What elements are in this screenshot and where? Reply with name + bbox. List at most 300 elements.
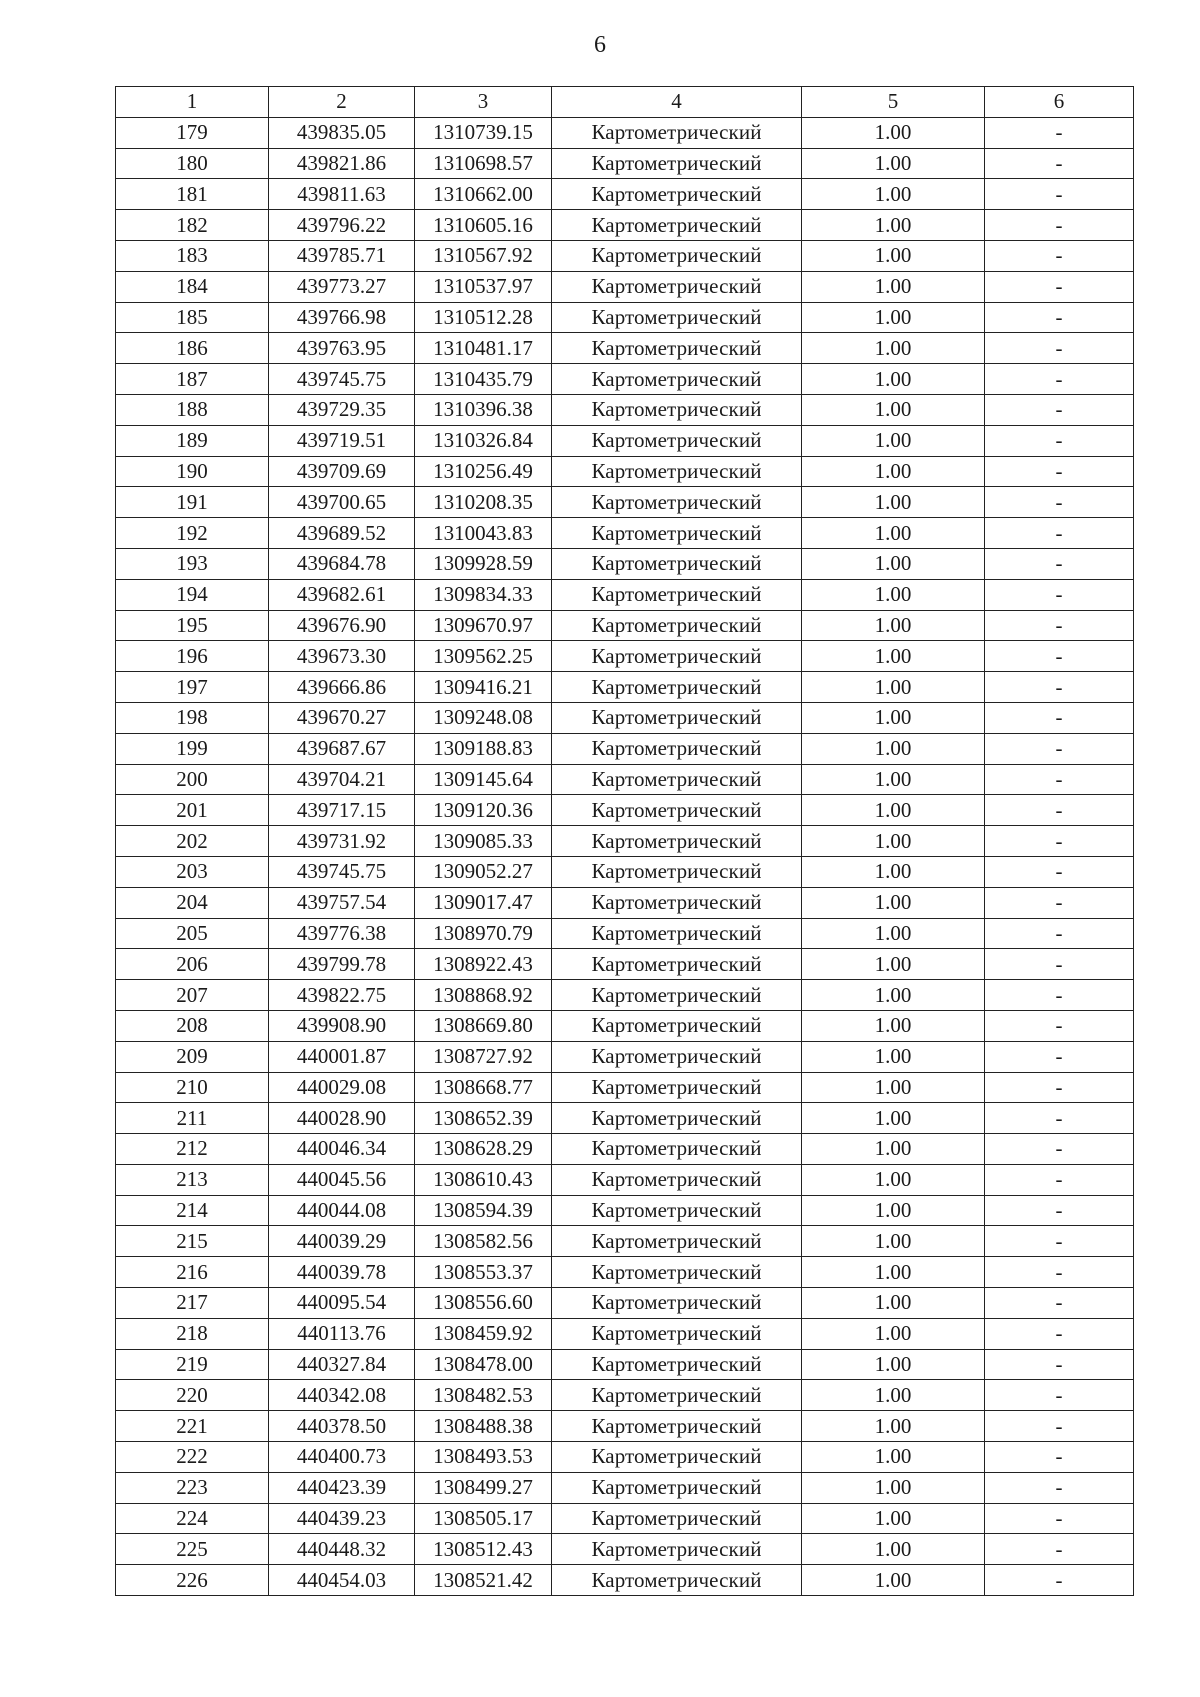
cell-coord-y: 1308512.43 xyxy=(415,1534,552,1565)
table-row xyxy=(116,579,1134,610)
cell-point-number: 225 xyxy=(116,1534,269,1565)
cell-accuracy: 1.00 xyxy=(802,364,985,395)
cell-accuracy: 1.00 xyxy=(802,1164,985,1195)
cell-note: - xyxy=(985,856,1134,887)
table-row xyxy=(116,1072,1134,1103)
cell-note: - xyxy=(985,364,1134,395)
cell-accuracy: 1.00 xyxy=(802,579,985,610)
cell-coord-y: 1310043.83 xyxy=(415,518,552,549)
cell-point-number: 213 xyxy=(116,1164,269,1195)
cell-accuracy: 1.00 xyxy=(802,548,985,579)
cell-point-number: 222 xyxy=(116,1442,269,1473)
table-row xyxy=(116,1318,1134,1349)
cell-accuracy: 1.00 xyxy=(802,826,985,857)
cell-method: Картометрический xyxy=(552,394,802,425)
cell-coord-x: 439719.51 xyxy=(269,425,415,456)
cell-coord-x: 439709.69 xyxy=(269,456,415,487)
table-row xyxy=(116,1565,1134,1596)
cell-coord-x: 440029.08 xyxy=(269,1072,415,1103)
cell-method: Картометрический xyxy=(552,1226,802,1257)
cell-note: - xyxy=(985,302,1134,333)
cell-accuracy: 1.00 xyxy=(802,641,985,672)
cell-accuracy: 1.00 xyxy=(802,610,985,641)
cell-coord-y: 1309248.08 xyxy=(415,702,552,733)
cell-point-number: 186 xyxy=(116,333,269,364)
table-row xyxy=(116,702,1134,733)
table-row xyxy=(116,548,1134,579)
cell-accuracy: 1.00 xyxy=(802,1257,985,1288)
cell-coord-y: 1308553.37 xyxy=(415,1257,552,1288)
cell-note: - xyxy=(985,795,1134,826)
cell-coord-y: 1308922.43 xyxy=(415,949,552,980)
cell-coord-y: 1308459.92 xyxy=(415,1318,552,1349)
cell-coord-y: 1310256.49 xyxy=(415,456,552,487)
cell-note: - xyxy=(985,333,1134,364)
table-row xyxy=(116,487,1134,518)
cell-method: Картометрический xyxy=(552,240,802,271)
cell-coord-x: 439745.75 xyxy=(269,856,415,887)
cell-coord-y: 1308594.39 xyxy=(415,1195,552,1226)
cell-point-number: 203 xyxy=(116,856,269,887)
cell-coord-x: 439684.78 xyxy=(269,548,415,579)
cell-note: - xyxy=(985,1103,1134,1134)
cell-coord-x: 440423.39 xyxy=(269,1472,415,1503)
cell-coord-y: 1309052.27 xyxy=(415,856,552,887)
cell-method: Картометрический xyxy=(552,733,802,764)
table-row xyxy=(116,672,1134,703)
cell-accuracy: 1.00 xyxy=(802,456,985,487)
cell-method: Картометрический xyxy=(552,302,802,333)
cell-point-number: 197 xyxy=(116,672,269,703)
cell-coord-x: 439666.86 xyxy=(269,672,415,703)
cell-method: Картометрический xyxy=(552,826,802,857)
cell-coord-x: 439682.61 xyxy=(269,579,415,610)
table-row xyxy=(116,641,1134,672)
cell-point-number: 187 xyxy=(116,364,269,395)
cell-coord-x: 440046.34 xyxy=(269,1134,415,1165)
cell-coord-y: 1309017.47 xyxy=(415,887,552,918)
cell-note: - xyxy=(985,826,1134,857)
cell-coord-y: 1308556.60 xyxy=(415,1288,552,1319)
cell-accuracy: 1.00 xyxy=(802,302,985,333)
cell-accuracy: 1.00 xyxy=(802,1534,985,1565)
cell-coord-y: 1308488.38 xyxy=(415,1411,552,1442)
column-header-coord-y: 3 xyxy=(415,87,552,118)
cell-coord-x: 440039.29 xyxy=(269,1226,415,1257)
cell-accuracy: 1.00 xyxy=(802,518,985,549)
cell-accuracy: 1.00 xyxy=(802,733,985,764)
cell-coord-y: 1310537.97 xyxy=(415,271,552,302)
cell-coord-y: 1310512.28 xyxy=(415,302,552,333)
table-row xyxy=(116,949,1134,980)
cell-point-number: 204 xyxy=(116,887,269,918)
cell-coord-y: 1309834.33 xyxy=(415,579,552,610)
cell-method: Картометрический xyxy=(552,641,802,672)
cell-coord-x: 439796.22 xyxy=(269,210,415,241)
cell-method: Картометрический xyxy=(552,364,802,395)
column-header-coord-x: 2 xyxy=(269,87,415,118)
cell-note: - xyxy=(985,487,1134,518)
cell-coord-x: 440400.73 xyxy=(269,1442,415,1473)
cell-accuracy: 1.00 xyxy=(802,1010,985,1041)
cell-accuracy: 1.00 xyxy=(802,117,985,148)
cell-note: - xyxy=(985,733,1134,764)
cell-coord-y: 1309085.33 xyxy=(415,826,552,857)
cell-note: - xyxy=(985,1349,1134,1380)
cell-point-number: 211 xyxy=(116,1103,269,1134)
cell-coord-x: 439717.15 xyxy=(269,795,415,826)
cell-point-number: 218 xyxy=(116,1318,269,1349)
cell-point-number: 199 xyxy=(116,733,269,764)
cell-coord-x: 440378.50 xyxy=(269,1411,415,1442)
cell-accuracy: 1.00 xyxy=(802,672,985,703)
cell-point-number: 210 xyxy=(116,1072,269,1103)
table-row xyxy=(116,1134,1134,1165)
cell-note: - xyxy=(985,1472,1134,1503)
cell-coord-y: 1308482.53 xyxy=(415,1380,552,1411)
cell-coord-y: 1310698.57 xyxy=(415,148,552,179)
cell-point-number: 184 xyxy=(116,271,269,302)
cell-coord-y: 1310605.16 xyxy=(415,210,552,241)
cell-method: Картометрический xyxy=(552,1257,802,1288)
cell-coord-y: 1310662.00 xyxy=(415,179,552,210)
cell-coord-y: 1308652.39 xyxy=(415,1103,552,1134)
cell-coord-y: 1308668.77 xyxy=(415,1072,552,1103)
cell-coord-x: 440039.78 xyxy=(269,1257,415,1288)
cell-point-number: 179 xyxy=(116,117,269,148)
cell-method: Картометрический xyxy=(552,764,802,795)
table-row xyxy=(116,271,1134,302)
cell-method: Картометрический xyxy=(552,425,802,456)
cell-method: Картометрический xyxy=(552,179,802,210)
cell-method: Картометрический xyxy=(552,1442,802,1473)
cell-method: Картометрический xyxy=(552,456,802,487)
cell-coord-x: 439773.27 xyxy=(269,271,415,302)
cell-note: - xyxy=(985,240,1134,271)
cell-point-number: 180 xyxy=(116,148,269,179)
cell-coord-x: 439729.35 xyxy=(269,394,415,425)
cell-coord-y: 1310567.92 xyxy=(415,240,552,271)
cell-note: - xyxy=(985,271,1134,302)
cell-coord-x: 439757.54 xyxy=(269,887,415,918)
cell-point-number: 216 xyxy=(116,1257,269,1288)
cell-coord-y: 1309670.97 xyxy=(415,610,552,641)
cell-method: Картометрический xyxy=(552,1041,802,1072)
cell-point-number: 195 xyxy=(116,610,269,641)
cell-note: - xyxy=(985,918,1134,949)
cell-coord-x: 440113.76 xyxy=(269,1318,415,1349)
cell-accuracy: 1.00 xyxy=(802,333,985,364)
cell-point-number: 212 xyxy=(116,1134,269,1165)
table-row xyxy=(116,1349,1134,1380)
cell-note: - xyxy=(985,1503,1134,1534)
cell-method: Картометрический xyxy=(552,271,802,302)
cell-method: Картометрический xyxy=(552,949,802,980)
cell-coord-x: 439731.92 xyxy=(269,826,415,857)
cell-coord-y: 1309188.83 xyxy=(415,733,552,764)
cell-method: Картометрический xyxy=(552,1534,802,1565)
cell-accuracy: 1.00 xyxy=(802,487,985,518)
cell-note: - xyxy=(985,641,1134,672)
cell-note: - xyxy=(985,1318,1134,1349)
cell-point-number: 226 xyxy=(116,1565,269,1596)
cell-point-number: 220 xyxy=(116,1380,269,1411)
cell-note: - xyxy=(985,764,1134,795)
cell-accuracy: 1.00 xyxy=(802,1318,985,1349)
cell-point-number: 182 xyxy=(116,210,269,241)
cell-coord-x: 440327.84 xyxy=(269,1349,415,1380)
cell-point-number: 188 xyxy=(116,394,269,425)
cell-method: Картометрический xyxy=(552,702,802,733)
cell-method: Картометрический xyxy=(552,210,802,241)
cell-method: Картометрический xyxy=(552,1472,802,1503)
table-row xyxy=(116,1503,1134,1534)
cell-note: - xyxy=(985,672,1134,703)
cell-accuracy: 1.00 xyxy=(802,394,985,425)
cell-note: - xyxy=(985,1195,1134,1226)
cell-accuracy: 1.00 xyxy=(802,918,985,949)
cell-method: Картометрический xyxy=(552,548,802,579)
table-row xyxy=(116,179,1134,210)
table-row xyxy=(116,1288,1134,1319)
cell-coord-y: 1309562.25 xyxy=(415,641,552,672)
cell-coord-y: 1310208.35 xyxy=(415,487,552,518)
cell-coord-y: 1308521.42 xyxy=(415,1565,552,1596)
cell-method: Картометрический xyxy=(552,487,802,518)
cell-note: - xyxy=(985,579,1134,610)
cell-note: - xyxy=(985,117,1134,148)
cell-method: Картометрический xyxy=(552,1288,802,1319)
table-row xyxy=(116,795,1134,826)
cell-method: Картометрический xyxy=(552,887,802,918)
cell-point-number: 202 xyxy=(116,826,269,857)
cell-method: Картометрический xyxy=(552,333,802,364)
cell-point-number: 208 xyxy=(116,1010,269,1041)
cell-note: - xyxy=(985,518,1134,549)
cell-coord-y: 1308610.43 xyxy=(415,1164,552,1195)
table-row xyxy=(116,610,1134,641)
table-row xyxy=(116,425,1134,456)
cell-note: - xyxy=(985,1041,1134,1072)
cell-coord-x: 439766.98 xyxy=(269,302,415,333)
cell-note: - xyxy=(985,394,1134,425)
column-header-point-number: 1 xyxy=(116,87,269,118)
table-body xyxy=(116,117,1134,1595)
cell-accuracy: 1.00 xyxy=(802,271,985,302)
table-row xyxy=(116,210,1134,241)
cell-method: Картометрический xyxy=(552,610,802,641)
cell-point-number: 217 xyxy=(116,1288,269,1319)
cell-point-number: 214 xyxy=(116,1195,269,1226)
cell-accuracy: 1.00 xyxy=(802,1349,985,1380)
table-row xyxy=(116,1534,1134,1565)
cell-note: - xyxy=(985,702,1134,733)
table-row xyxy=(116,117,1134,148)
table-row xyxy=(116,1411,1134,1442)
cell-accuracy: 1.00 xyxy=(802,425,985,456)
cell-note: - xyxy=(985,425,1134,456)
cell-point-number: 207 xyxy=(116,980,269,1011)
cell-method: Картометрический xyxy=(552,1195,802,1226)
cell-point-number: 205 xyxy=(116,918,269,949)
cell-method: Картометрический xyxy=(552,579,802,610)
cell-note: - xyxy=(985,148,1134,179)
cell-coord-y: 1308970.79 xyxy=(415,918,552,949)
cell-point-number: 185 xyxy=(116,302,269,333)
cell-accuracy: 1.00 xyxy=(802,1134,985,1165)
table-row xyxy=(116,918,1134,949)
cell-coord-y: 1309416.21 xyxy=(415,672,552,703)
table-row xyxy=(116,1442,1134,1473)
table-header-row xyxy=(116,87,1134,118)
cell-accuracy: 1.00 xyxy=(802,980,985,1011)
cell-note: - xyxy=(985,210,1134,241)
cell-coord-y: 1308628.29 xyxy=(415,1134,552,1165)
cell-method: Картометрический xyxy=(552,518,802,549)
cell-accuracy: 1.00 xyxy=(802,764,985,795)
table-row xyxy=(116,887,1134,918)
cell-method: Картометрический xyxy=(552,1010,802,1041)
cell-accuracy: 1.00 xyxy=(802,856,985,887)
coordinates-table xyxy=(115,86,1134,1596)
cell-coord-y: 1310481.17 xyxy=(415,333,552,364)
cell-coord-x: 439821.86 xyxy=(269,148,415,179)
cell-accuracy: 1.00 xyxy=(802,1503,985,1534)
cell-method: Картометрический xyxy=(552,1503,802,1534)
cell-coord-x: 439687.67 xyxy=(269,733,415,764)
table-row xyxy=(116,980,1134,1011)
cell-coord-y: 1308499.27 xyxy=(415,1472,552,1503)
cell-point-number: 193 xyxy=(116,548,269,579)
cell-accuracy: 1.00 xyxy=(802,179,985,210)
table-row xyxy=(116,1103,1134,1134)
cell-point-number: 190 xyxy=(116,456,269,487)
cell-method: Картометрический xyxy=(552,672,802,703)
cell-method: Картометрический xyxy=(552,918,802,949)
cell-coord-y: 1308727.92 xyxy=(415,1041,552,1072)
cell-accuracy: 1.00 xyxy=(802,148,985,179)
cell-coord-y: 1308493.53 xyxy=(415,1442,552,1473)
cell-point-number: 219 xyxy=(116,1349,269,1380)
cell-method: Картометрический xyxy=(552,980,802,1011)
cell-note: - xyxy=(985,1257,1134,1288)
cell-coord-x: 440439.23 xyxy=(269,1503,415,1534)
cell-point-number: 181 xyxy=(116,179,269,210)
cell-coord-x: 439763.95 xyxy=(269,333,415,364)
cell-method: Картометрический xyxy=(552,1134,802,1165)
cell-coord-y: 1309145.64 xyxy=(415,764,552,795)
table-row xyxy=(116,148,1134,179)
cell-point-number: 223 xyxy=(116,1472,269,1503)
table-row xyxy=(116,364,1134,395)
cell-method: Картометрический xyxy=(552,795,802,826)
cell-point-number: 183 xyxy=(116,240,269,271)
cell-point-number: 221 xyxy=(116,1411,269,1442)
table-row xyxy=(116,302,1134,333)
cell-coord-x: 439689.52 xyxy=(269,518,415,549)
table-row xyxy=(116,1041,1134,1072)
cell-coord-x: 439785.71 xyxy=(269,240,415,271)
table-row xyxy=(116,1195,1134,1226)
cell-coord-x: 439908.90 xyxy=(269,1010,415,1041)
cell-point-number: 196 xyxy=(116,641,269,672)
cell-note: - xyxy=(985,949,1134,980)
cell-coord-y: 1308505.17 xyxy=(415,1503,552,1534)
cell-point-number: 192 xyxy=(116,518,269,549)
cell-accuracy: 1.00 xyxy=(802,1041,985,1072)
table-row xyxy=(116,1257,1134,1288)
cell-coord-x: 439811.63 xyxy=(269,179,415,210)
cell-accuracy: 1.00 xyxy=(802,887,985,918)
cell-coord-x: 439670.27 xyxy=(269,702,415,733)
cell-note: - xyxy=(985,1442,1134,1473)
column-header-note: 6 xyxy=(985,87,1134,118)
cell-coord-y: 1308868.92 xyxy=(415,980,552,1011)
cell-method: Картометрический xyxy=(552,148,802,179)
cell-coord-x: 439835.05 xyxy=(269,117,415,148)
cell-coord-x: 440448.32 xyxy=(269,1534,415,1565)
cell-coord-y: 1310326.84 xyxy=(415,425,552,456)
cell-accuracy: 1.00 xyxy=(802,1472,985,1503)
cell-note: - xyxy=(985,1134,1134,1165)
cell-coord-x: 439822.75 xyxy=(269,980,415,1011)
cell-coord-x: 439673.30 xyxy=(269,641,415,672)
cell-method: Картометрический xyxy=(552,1318,802,1349)
cell-note: - xyxy=(985,1010,1134,1041)
cell-point-number: 209 xyxy=(116,1041,269,1072)
cell-note: - xyxy=(985,1288,1134,1319)
cell-note: - xyxy=(985,1411,1134,1442)
cell-method: Картометрический xyxy=(552,1380,802,1411)
cell-note: - xyxy=(985,1072,1134,1103)
cell-accuracy: 1.00 xyxy=(802,1195,985,1226)
cell-coord-y: 1310739.15 xyxy=(415,117,552,148)
cell-note: - xyxy=(985,980,1134,1011)
cell-coord-x: 440045.56 xyxy=(269,1164,415,1195)
cell-point-number: 198 xyxy=(116,702,269,733)
cell-coord-y: 1310396.38 xyxy=(415,394,552,425)
table-row xyxy=(116,1380,1134,1411)
cell-accuracy: 1.00 xyxy=(802,210,985,241)
cell-note: - xyxy=(985,1226,1134,1257)
cell-coord-x: 440044.08 xyxy=(269,1195,415,1226)
table-row xyxy=(116,1472,1134,1503)
cell-point-number: 224 xyxy=(116,1503,269,1534)
cell-accuracy: 1.00 xyxy=(802,240,985,271)
cell-accuracy: 1.00 xyxy=(802,702,985,733)
table-row xyxy=(116,518,1134,549)
cell-coord-x: 440342.08 xyxy=(269,1380,415,1411)
cell-coord-x: 439700.65 xyxy=(269,487,415,518)
cell-note: - xyxy=(985,1380,1134,1411)
cell-coord-x: 440454.03 xyxy=(269,1565,415,1596)
cell-note: - xyxy=(985,1565,1134,1596)
cell-coord-x: 439745.75 xyxy=(269,364,415,395)
cell-point-number: 215 xyxy=(116,1226,269,1257)
cell-method: Картометрический xyxy=(552,1565,802,1596)
cell-note: - xyxy=(985,179,1134,210)
cell-coord-y: 1308478.00 xyxy=(415,1349,552,1380)
cell-point-number: 201 xyxy=(116,795,269,826)
table-row xyxy=(116,1164,1134,1195)
cell-coord-y: 1309928.59 xyxy=(415,548,552,579)
cell-point-number: 189 xyxy=(116,425,269,456)
cell-accuracy: 1.00 xyxy=(802,1411,985,1442)
cell-coord-x: 439704.21 xyxy=(269,764,415,795)
column-header-method: 4 xyxy=(552,87,802,118)
cell-method: Картометрический xyxy=(552,1072,802,1103)
cell-accuracy: 1.00 xyxy=(802,1442,985,1473)
